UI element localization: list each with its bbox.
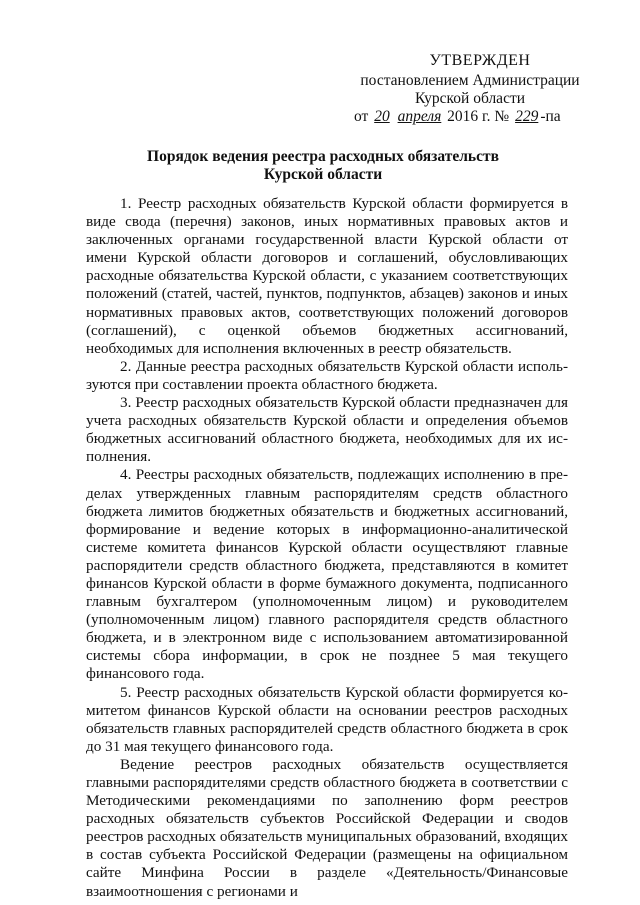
approval-line-resolution: постановлением Администрации xyxy=(360,72,580,89)
date-prefix: от xyxy=(354,108,369,125)
approval-line-region: Курской области xyxy=(414,90,526,107)
paragraph-2: 2. Данные реестра расходных обязательств Курской области используются при составлении проекта областного бюджета. xyxy=(86,357,568,393)
document-title xyxy=(78,148,568,184)
paragraph-5: 5. Реестр расходных обязательств Курской области формируется комитетом финансов Курской области на основании реестров расходных обязательств главных распорядителей средств областного бюджета в срок до 31 мая текущего финансового года. xyxy=(86,683,568,755)
paragraph-6: Ведение реестров расходных обязательств осуществляется главными распорядителями средств областного бюджета в соответствии с Методическими рекомендациями по заполнению форм реестров расходных обязательств субъектов Российской Федерации и сводов реестров расходных обязательств муниципальных образований, входящих в состав субъекта Российской Федерации (размещены на официальном сайте Минфина России в разделе «Деятельность/Финансовые взаимоотношения с регионами и xyxy=(86,755,568,900)
document-title-line-2: Курской области xyxy=(263,166,383,183)
date-month: апреля xyxy=(397,108,442,125)
date-year: 2016 г. № xyxy=(447,108,510,125)
paragraph-1: 1. Реестр расходных обязательств Курской области формируется в виде свода (перечня) законов, иных нормативных правовых актов и заключенных органами государственной власти Курской области от имени Курской области договоров и соглашений, обусловливающих расходные обязательства Курской области, с указанием соответствующих положений (статей, частей, пунктов, подпунктов, абзацев) законов и иных нормативных правовых актов, соответствующих положений договоров (соглашений), с оценкой объемов бюджетных ассигнований, необходимых для исполнения включенных в реестр обязательств. xyxy=(86,195,568,357)
document-title-line-1: Порядок ведения реестра расходных обязательств xyxy=(147,148,499,165)
decree-number: 229 xyxy=(515,108,539,125)
approval-title: УТВЕРЖДЕН xyxy=(429,52,531,69)
document-body xyxy=(86,195,568,901)
decree-number-suffix: -па xyxy=(540,108,561,125)
paragraph-3: 3. Реестр расходных обязательств Курской области предназначен для учета расходных обязательств Курской области и определения объемов бюджетных ассигнований областного бюджета, необходимых для их исполнения. xyxy=(86,394,568,466)
paragraph-4: 4. Реестры расходных обязательств, подлежащих исполнению в пределах утвержденных главным распорядителям средств областного бюджета лимитов бюджетных обязательств и бюджетных ассигнований, формирование и ведение которых в информационно-аналитической системе комитета финансов Курской области осуществляют главные распорядители средств областного бюджета, представляются в комитет финансов Курской области в форме бумажного документа, подписанного главным бухгалтером (уполномоченным лицом) и руководителем (уполномоченным лицом) главного распорядителя средств областного бюджета, и в электронном виде с использованием автоматизированной системы сбора информации, в срок не позднее 5 мая текущего финансового года. xyxy=(86,466,568,683)
approval-stamp xyxy=(350,52,590,126)
date-day: 20 xyxy=(374,108,390,125)
approval-date-line xyxy=(350,108,590,126)
